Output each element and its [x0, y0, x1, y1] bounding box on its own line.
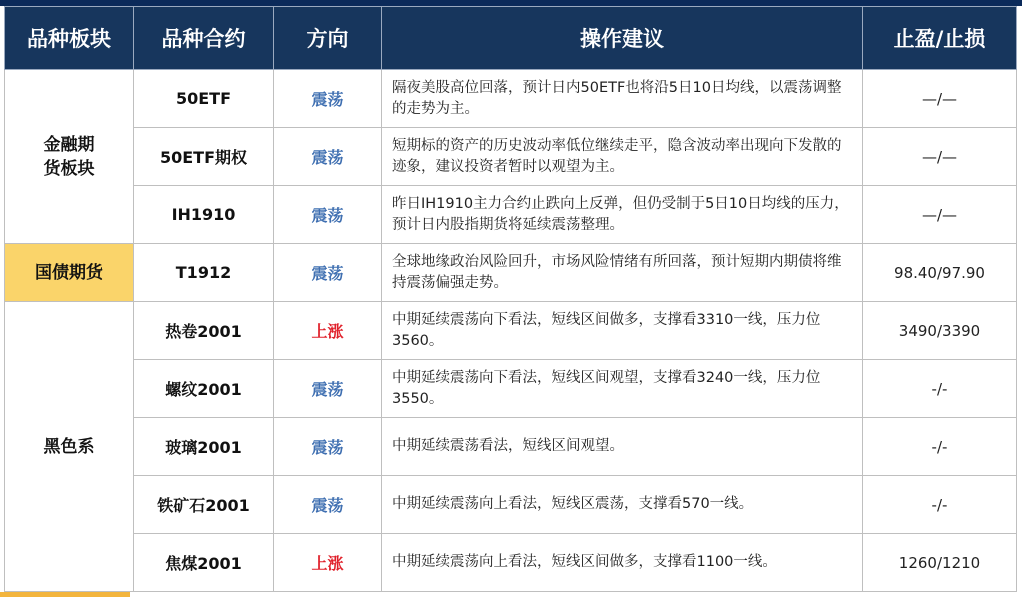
header-contract: 品种合约: [134, 7, 274, 70]
table-row: [5, 476, 1017, 534]
table-row: [5, 244, 1017, 302]
stop-cell: 3490/3390: [863, 302, 1017, 360]
direction-cell: 震荡: [274, 128, 382, 186]
direction-cell: 震荡: [274, 186, 382, 244]
stop-cell: -/-: [863, 418, 1017, 476]
contract-cell: 螺纹2001: [134, 360, 274, 418]
header-direction: 方向: [274, 7, 382, 70]
category-finance: [5, 70, 134, 244]
direction-cell: 震荡: [274, 360, 382, 418]
next-category-strip: [0, 592, 130, 597]
contract-cell: T1912: [134, 244, 274, 302]
advice-cell: 短期标的资产的历史波动率低位继续走平，隐含波动率出现向下发散的迹象，建议投资者暂时以观望为主。: [382, 128, 863, 186]
strategy-table: [4, 6, 1017, 592]
advice-cell: 中期延续震荡向上看法，短线区间做多，支撑看1100一线。: [382, 534, 863, 592]
table-row: [5, 302, 1017, 360]
stop-cell: —/—: [863, 70, 1017, 128]
direction-cell: 震荡: [274, 70, 382, 128]
stop-cell: —/—: [863, 186, 1017, 244]
table-header-row: [5, 7, 1017, 70]
table-row: [5, 534, 1017, 592]
category-finance-label: 金融期货板块: [43, 134, 95, 179]
table-row: [5, 128, 1017, 186]
advice-cell: 昨日IH1910主力合约止跌向上反弹，但仍受制于5日10日均线的压力，预计日内股指期货将延续震荡整理。: [382, 186, 863, 244]
stop-cell: 98.40/97.90: [863, 244, 1017, 302]
contract-cell: 焦煤2001: [134, 534, 274, 592]
advice-cell: 中期延续震荡向上看法，短线区震荡，支撑看570一线。: [382, 476, 863, 534]
advice-cell: 中期延续震荡看法，短线区间观望。: [382, 418, 863, 476]
advice-cell: 中期延续震荡向下看法，短线区间观望，支撑看3240一线，压力位3550。: [382, 360, 863, 418]
header-advice: 操作建议: [382, 7, 863, 70]
table-row: [5, 70, 1017, 128]
header-stop: 止盈/止损: [863, 7, 1017, 70]
direction-cell: 震荡: [274, 418, 382, 476]
contract-cell: 热卷2001: [134, 302, 274, 360]
stop-cell: 1260/1210: [863, 534, 1017, 592]
contract-cell: 50ETF: [134, 70, 274, 128]
contract-cell: IH1910: [134, 186, 274, 244]
direction-cell: 上涨: [274, 534, 382, 592]
table-row: [5, 418, 1017, 476]
header-sector: 品种板块: [5, 7, 134, 70]
stop-cell: -/-: [863, 360, 1017, 418]
advice-cell: 全球地缘政治风险回升，市场风险情绪有所回落，预计短期内期债将维持震荡偏强走势。: [382, 244, 863, 302]
direction-cell: 上涨: [274, 302, 382, 360]
stop-cell: —/—: [863, 128, 1017, 186]
stop-cell: -/-: [863, 476, 1017, 534]
contract-cell: 50ETF期权: [134, 128, 274, 186]
bottom-border: [0, 592, 1022, 597]
category-black: 黑色系: [5, 302, 134, 592]
contract-cell: 铁矿石2001: [134, 476, 274, 534]
direction-cell: 震荡: [274, 244, 382, 302]
advice-cell: 中期延续震荡向下看法，短线区间做多，支撑看3310一线，压力位3560。: [382, 302, 863, 360]
contract-cell: 玻璃2001: [134, 418, 274, 476]
table-row: [5, 186, 1017, 244]
category-bond: 国债期货: [5, 244, 134, 302]
advice-cell: 隔夜美股高位回落，预计日内50ETF也将沿5日10日均线，以震荡调整的走势为主。: [382, 70, 863, 128]
table-row: [5, 360, 1017, 418]
direction-cell: 震荡: [274, 476, 382, 534]
